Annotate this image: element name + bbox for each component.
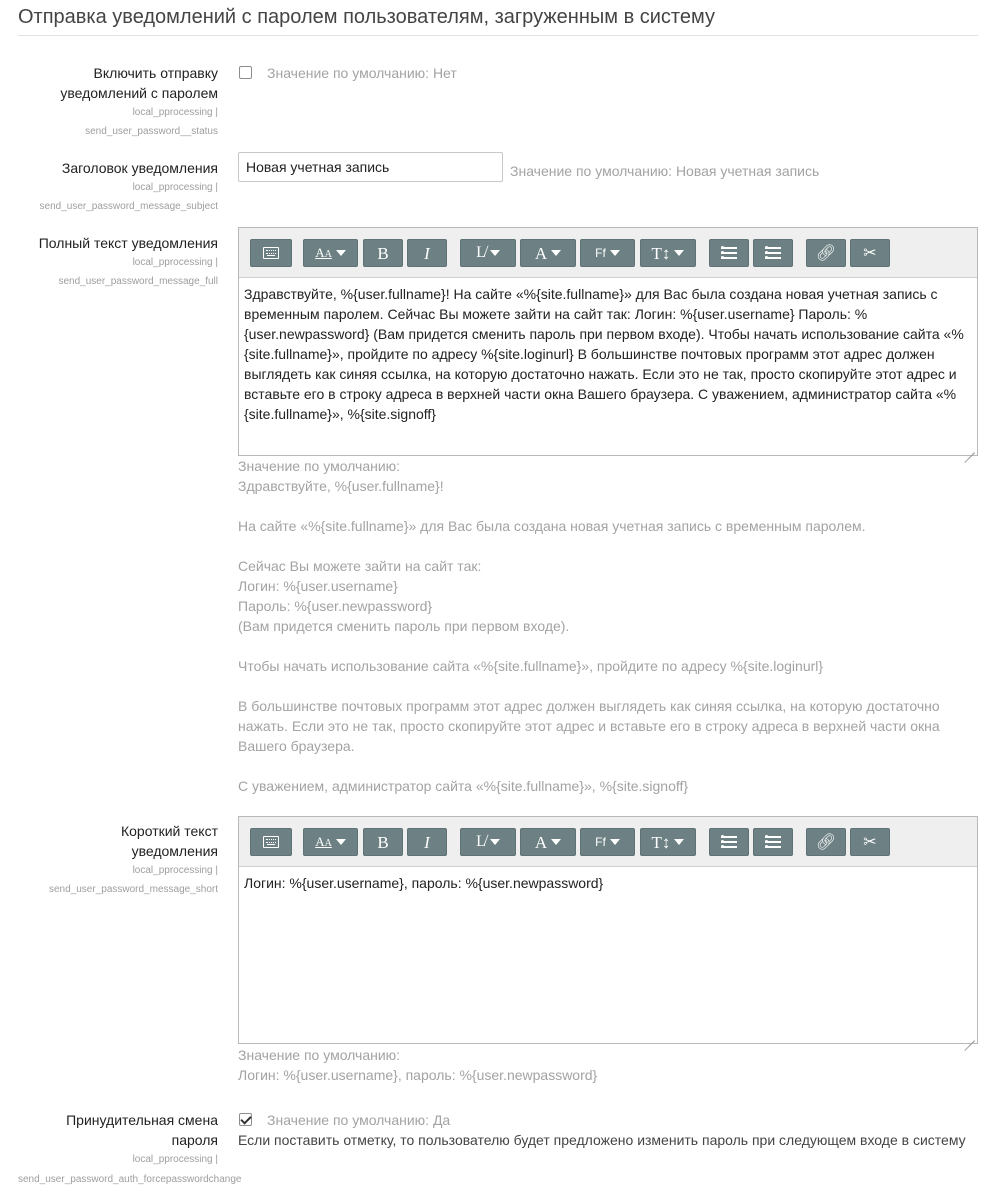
numbered-list-icon[interactable] — [753, 239, 793, 267]
editor-toolbar — [239, 228, 977, 278]
short-default-text: Значение по умолчанию: Логин: %{user.username}, пароль: %{user.newpassword} — [238, 1047, 598, 1083]
font-family-icon[interactable] — [580, 828, 635, 856]
force-setting-label: Принудительная смена пароля — [66, 1112, 218, 1148]
italic-icon[interactable] — [407, 239, 447, 267]
force-help-text: Если поставить отметку, то пользователю будет предложено изменить пароль при следующем входе в систему — [238, 1132, 966, 1148]
section-title: Отправка уведомлений с паролем пользователям, загруженным в систему — [18, 4, 978, 36]
full-text-editor — [238, 227, 978, 456]
font-family-icon[interactable] — [580, 239, 635, 267]
italic-icon[interactable] — [407, 828, 447, 856]
bold-icon[interactable] — [363, 239, 403, 267]
font-family-glyph: Ff — [595, 246, 606, 260]
bold-glyph: B — [377, 832, 389, 852]
subject-setting-key: send_user_password_message_subject — [39, 201, 218, 212]
font-color-icon[interactable]: A — [520, 239, 576, 267]
full-setting-key: send_user_password_message_full — [58, 276, 218, 287]
full-setting-plugin: local_pprocessing | — [132, 257, 218, 268]
bullet-list-icon[interactable] — [709, 239, 749, 267]
short-text-content: Логин: %{user.username}, пароль: %{user.newpassword} — [244, 875, 604, 891]
subject-input[interactable]: Новая учетная запись — [238, 152, 503, 182]
subject-setting-label-block — [0, 158, 218, 216]
short-setting-label-block — [0, 821, 218, 899]
editor-toolbar-short — [239, 817, 977, 867]
force-default-note: Значение по умолчанию: Да — [267, 1112, 451, 1128]
subject-setting-plugin: local_pprocessing | — [132, 182, 218, 193]
font-family-glyph: Ff — [595, 835, 606, 849]
enable-setting-label-block — [0, 63, 218, 141]
short-setting-label: Короткий текст уведомления — [120, 823, 218, 859]
font-size-icon[interactable]: AA — [303, 828, 358, 856]
subject-setting-label: Заголовок уведомления — [61, 160, 218, 176]
enable-checkbox[interactable] — [239, 66, 252, 79]
resize-grip-icon[interactable] — [964, 1030, 975, 1041]
link-icon[interactable]: 🔗︎ — [806, 828, 846, 856]
force-setting-plugin: local_pprocessing | — [132, 1154, 218, 1165]
force-setting-key: send_user_password_auth_forcepasswordchange — [18, 1174, 242, 1185]
full-text-editor-area[interactable] — [239, 278, 977, 455]
subject-default-note: Значение по умолчанию: Новая учетная запись — [510, 163, 820, 179]
enable-setting-label: Включить отправку уведомлений с паролем — [60, 65, 218, 101]
full-setting-label: Полный текст уведомления — [38, 235, 218, 251]
force-setting-label-block — [0, 1110, 218, 1169]
enable-setting-plugin: local_pprocessing | — [132, 107, 218, 118]
short-setting-plugin: local_pprocessing | — [132, 865, 218, 876]
highlight-icon[interactable]: L̸ — [460, 828, 516, 856]
short-text-editor — [238, 816, 978, 1044]
bold-icon[interactable] — [363, 828, 403, 856]
full-text-content: Здравствуйте, %{user.fullname}! На сайте «%{site.fullname}» для Вас была создана новая учетная запись с временным паролем. Сейчас Вы можете зайти на сайт так: Логин: %{user.username} Пароль: %{user.newpassword} (Вам придется сменить пароль при первом входе). Чтобы начать использование сайта «%{site.fullname}», пройдите по адресу %{site.loginurl} В большинстве почтовых программ этот адрес должен выглядеть как синяя ссылка, на которую достаточно нажать. Если это не так, просто скопируйте этот адрес и вставьте его в строку адреса в верхней части окна Вашего браузера. С уважением, администратор сайта «%{site.fullname}», %{site.signoff} — [244, 286, 964, 422]
font-color-icon[interactable]: A — [520, 828, 576, 856]
force-checkbox[interactable] — [239, 1113, 252, 1126]
short-setting-key: send_user_password_message_short — [49, 884, 218, 895]
numbered-list-icon[interactable] — [753, 828, 793, 856]
unlink-icon[interactable]: ✂ — [850, 239, 890, 267]
bullet-list-icon[interactable] — [709, 828, 749, 856]
keyboard-icon[interactable] — [250, 828, 292, 856]
link-icon[interactable]: 🔗︎ — [806, 239, 846, 267]
text-style-icon[interactable]: T↕ — [640, 239, 696, 267]
italic-glyph: I — [424, 832, 430, 852]
full-setting-label-block — [0, 233, 218, 291]
unlink-icon[interactable]: ✂ — [850, 828, 890, 856]
enable-default-note: Значение по умолчанию: Нет — [267, 65, 457, 81]
text-style-icon[interactable]: T↕ — [640, 828, 696, 856]
font-size-icon[interactable]: AA — [303, 239, 358, 267]
italic-glyph: I — [424, 243, 430, 263]
bold-glyph: B — [377, 243, 389, 263]
keyboard-icon[interactable] — [250, 239, 292, 267]
enable-setting-key: send_user_password__status — [85, 126, 218, 137]
resize-grip-icon[interactable] — [964, 442, 975, 453]
full-default-text: Значение по умолчанию: Здравствуйте, %{user.fullname}! На сайте «%{site.fullname}» для Вас была создана новая учетная запись с временным паролем. Сейчас Вы можете зайти на сайт так: Логин: %{user.username} Пароль: %{user.newpassword} (Вам придется сменить пароль при первом входе). Чтобы начать использование сайта «%{site.fullname}», пройдите по адресу %{site.loginurl} В большинстве почтовых программ этот адрес должен выглядеть как синяя ссылка, на которую достаточно нажать. Если это не так, просто скопируйте этот адрес и вставьте его в строку адреса в верхней части окна Вашего браузера. С уважением, администратор сайта «%{site.fullname}», %{site.signoff} — [238, 458, 940, 794]
highlight-icon[interactable]: L̸ — [460, 239, 516, 267]
short-text-editor-area[interactable] — [239, 867, 977, 1043]
